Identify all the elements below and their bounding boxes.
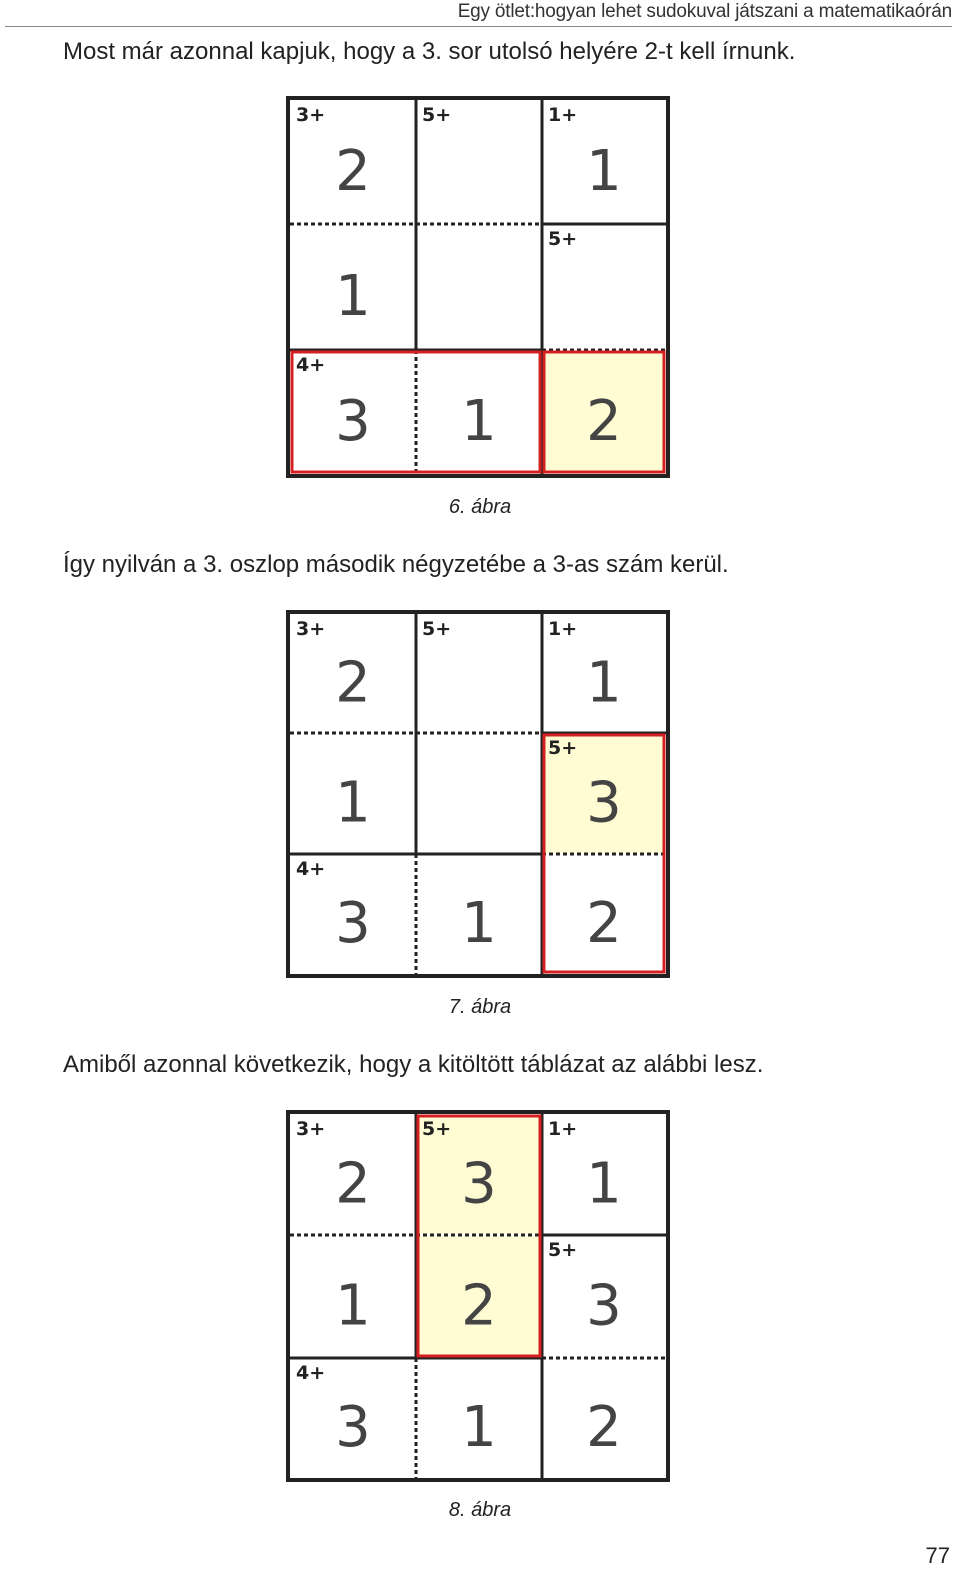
cage-label: 5+ — [422, 104, 452, 126]
cell-digit: 2 — [586, 891, 622, 956]
cell-digit: 2 — [461, 1273, 497, 1339]
cell-digit: 1 — [335, 770, 371, 836]
paragraph-1: Most már azonnal kapjuk, hogy a 3. sor utolsó helyére 2-t kell írnunk. — [63, 38, 796, 65]
red-cage-outline — [292, 352, 540, 472]
cell-digit: 1 — [461, 891, 497, 956]
cell-digit: 1 — [461, 1395, 497, 1460]
cage-label: 5+ — [548, 737, 578, 759]
puzzle-grid — [286, 610, 670, 978]
cage-label: 5+ — [422, 618, 452, 640]
cage-label: 3+ — [296, 104, 326, 126]
cage-label: 5+ — [548, 228, 578, 250]
cage-label: 1+ — [548, 618, 578, 640]
cage-label: 3+ — [296, 618, 326, 640]
running-header: Egy ötlet:hogyan lehet sudokuval játszani a matematikaórán — [457, 1, 952, 22]
paragraph-3: Amiből azonnal következik, hogy a kitöltött táblázat az alábbi lesz. — [63, 1051, 764, 1078]
cell-digit: 3 — [461, 1151, 497, 1217]
figure-7-caption: 7. ábra — [448, 996, 512, 1018]
cell-digit: 2 — [586, 389, 622, 454]
cell-digit: 3 — [586, 1273, 622, 1339]
cell-digit: 3 — [586, 770, 622, 836]
puzzle-grid — [286, 96, 670, 478]
cage-label: 4+ — [296, 354, 326, 376]
cell-digit: 3 — [335, 389, 371, 454]
cage-label: 4+ — [296, 1362, 326, 1384]
cell-digit: 3 — [335, 891, 371, 956]
cell-digit: 1 — [586, 139, 622, 204]
cage-label: 5+ — [422, 1118, 452, 1140]
figure-6-caption: 6. ábra — [448, 496, 512, 518]
cell-digit: 2 — [335, 139, 371, 204]
cell-digit: 2 — [335, 650, 371, 716]
header-rule — [5, 26, 952, 27]
cell-digit: 1 — [335, 264, 371, 329]
cage-label: 3+ — [296, 1118, 326, 1140]
page-number: 77 — [925, 1543, 950, 1568]
cage-label: 1+ — [548, 104, 578, 126]
figure-7-puzzle — [286, 610, 670, 978]
puzzle-grid — [286, 1110, 670, 1482]
cell-digit: 2 — [335, 1151, 371, 1217]
cell-digit: 1 — [461, 389, 497, 454]
cage-label: 4+ — [296, 858, 326, 880]
cage-label: 1+ — [548, 1118, 578, 1140]
cage-label: 5+ — [548, 1239, 578, 1261]
cell-digit: 1 — [586, 650, 622, 716]
figure-8-caption: 8. ábra — [448, 1499, 512, 1521]
cell-digit: 3 — [335, 1395, 371, 1460]
paragraph-2: Így nyilván a 3. oszlop második négyzetébe a 3-as szám kerül. — [63, 551, 729, 578]
figure-8-puzzle — [286, 1110, 670, 1482]
cell-digit: 2 — [586, 1395, 622, 1460]
cell-digit: 1 — [586, 1151, 622, 1217]
figure-6-puzzle — [286, 96, 670, 478]
cell-digit: 1 — [335, 1273, 371, 1339]
